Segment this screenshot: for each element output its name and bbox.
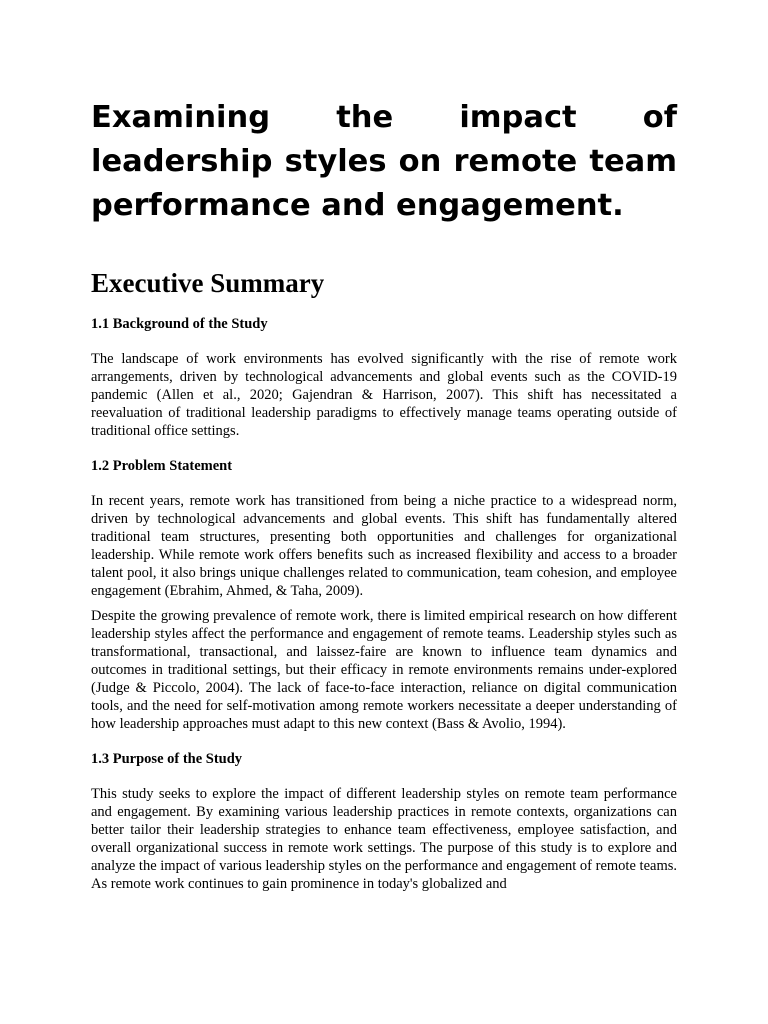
paragraph-problem-statement-2: Despite the growing prevalence of remote work, there is limited empirical research on how different leadership styles affect the performance and engagement of remote teams. Leadership styles such as transformational, transactional, and laissez-faire are known to influence team dynamics and outcomes in traditional settings, but their efficacy in remote environments remains under-explored (Judge & Piccolo, 2004). The lack of face-to-face interaction, reliance on digital communication tools, and the need for self-motivation among remote workers necessitate a deeper understanding of how leadership approaches must adapt to this new context (Bass & Avolio, 1994). xyxy=(91,608,677,732)
document-title: Examining the impact of leadership styles on remote team performance and engagement. xyxy=(91,100,677,223)
paragraph-background: The landscape of work environments has evolved significantly with the rise of remote work arrangements, driven by technological advancements and global events such as the COVID-19 pandemic (Allen et al., 2020; Gajendran & Harrison, 2007). This shift has necessitated a reevaluation of traditional leadership paradigms to effectively manage teams operating outside of traditional office settings. xyxy=(91,351,677,439)
executive-summary-heading: Executive Summary xyxy=(91,268,325,298)
paragraph-purpose: This study seeks to explore the impact of different leadership styles on remote team performance and engagement. By examining various leadership practices in remote contexts, organizations can better tailor their leadership strategies to enhance team effectiveness, employee satisfaction, and overall organizational success in remote work settings. The purpose of this study is to explore and analyze the impact of various leadership styles on the performance and engagement of remote teams. As remote work continues to gain prominence in today's globalized and xyxy=(91,786,677,892)
section-heading-problem-statement: 1.2 Problem Statement xyxy=(91,458,233,474)
document-page xyxy=(91,96,677,893)
section-heading-background: 1.1 Background of the Study xyxy=(91,316,268,332)
section-heading-purpose: 1.3 Purpose of the Study xyxy=(91,751,243,767)
paragraph-problem-statement-1: In recent years, remote work has transitioned from being a niche practice to a widespread norm, driven by technological advancements and global events. This shift has fundamentally altered traditional team structures, presenting both opportunities and challenges for organizational leadership. While remote work offers benefits such as increased flexibility and access to a broader talent pool, it also brings unique challenges related to communication, team cohesion, and employee engagement (Ebrahim, Ahmed, & Taha, 2009). xyxy=(91,493,677,599)
